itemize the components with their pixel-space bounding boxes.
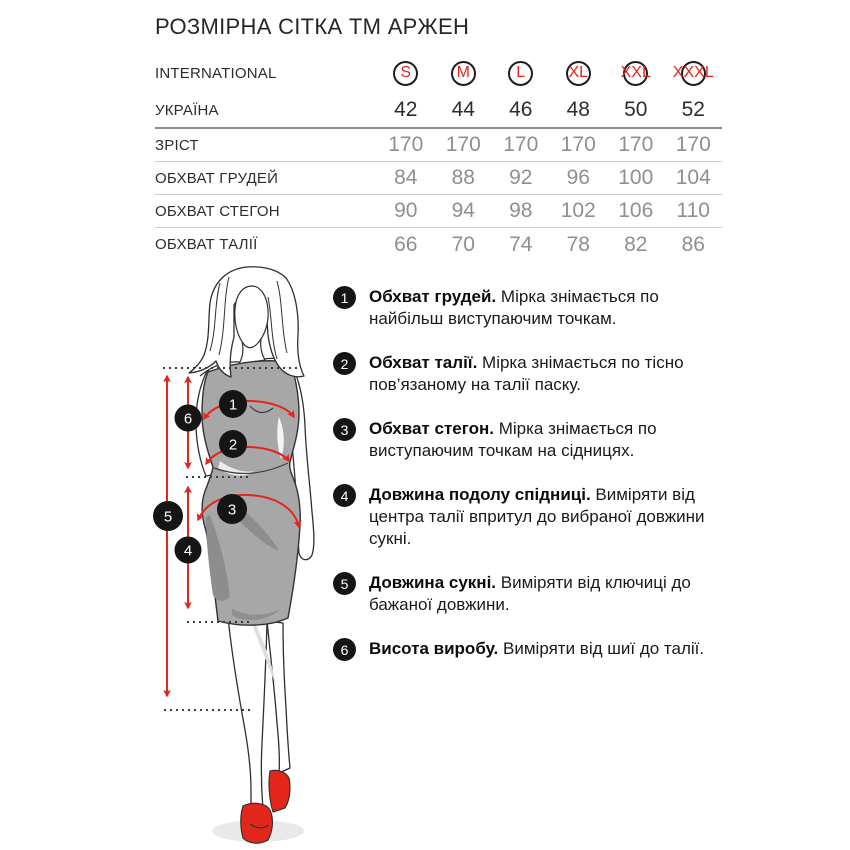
ukraine-size: 52 xyxy=(681,98,705,121)
legend-item-title: Висота виробу. xyxy=(369,639,499,658)
legend-number-badge: 2 xyxy=(333,352,356,375)
table-row-height xyxy=(155,129,722,162)
legend-item-text: Виміряти від ключиці до бажаної довжини. xyxy=(369,573,691,614)
figure-marker-6 xyxy=(175,405,202,432)
row-label-international: INTERNATIONAL xyxy=(155,64,277,82)
row-label: ОБХВАТ ТАЛІЇ xyxy=(155,236,258,253)
value-cell: 92 xyxy=(509,166,533,189)
legend-item-title: Обхват грудей. xyxy=(369,287,497,306)
legend-number-badge: 6 xyxy=(333,638,356,661)
legend-number-badge: 1 xyxy=(333,286,356,309)
ukraine-size: 42 xyxy=(394,98,418,121)
legend-item-dress-length xyxy=(333,572,729,616)
measurement-legend xyxy=(333,286,729,661)
value-cell: 88 xyxy=(451,166,475,189)
legend-item-text: Виміряти від шиї до талії. xyxy=(503,639,705,658)
value-cell: 170 xyxy=(445,133,481,156)
value-cell: 106 xyxy=(618,199,654,222)
legend-item-waist xyxy=(333,352,729,396)
legend-item-title: Довжина подолу спідниці. xyxy=(369,485,591,504)
row-label-ukraine: УКРАЇНА xyxy=(155,101,219,119)
legend-number-badge: 5 xyxy=(333,572,356,595)
value-cell: 82 xyxy=(624,232,648,256)
ukraine-size: 46 xyxy=(509,98,533,121)
value-cell: 96 xyxy=(566,166,590,189)
value-cell: 70 xyxy=(451,232,475,256)
value-cell: 170 xyxy=(560,133,596,156)
value-cell: 100 xyxy=(618,166,654,189)
table-row-waist xyxy=(155,228,722,261)
value-cell: 90 xyxy=(394,199,418,222)
size-badge-s: S xyxy=(393,61,418,86)
legend-item-hips xyxy=(333,418,729,462)
svg-text:6: 6 xyxy=(183,410,193,428)
legend-item-text: Виміряти від центра талії впритул до вибраної довжини сукні. xyxy=(369,485,705,548)
value-cell: 86 xyxy=(681,232,705,256)
svg-text:3: 3 xyxy=(227,501,237,519)
value-cell: 104 xyxy=(675,166,711,189)
figure-marker-2 xyxy=(219,430,247,458)
value-cell: 66 xyxy=(394,232,418,256)
legend-item-bodice-height xyxy=(333,638,729,661)
legend-item-bust xyxy=(333,286,729,330)
value-cell: 78 xyxy=(566,232,590,256)
page-title: РОЗМІРНА СІТКА ТМ АРЖЕН xyxy=(155,14,470,39)
table-row-ukraine xyxy=(155,93,722,129)
size-badge-m: M xyxy=(451,61,476,86)
size-badge-l: L xyxy=(508,61,533,86)
figure-marker-4 xyxy=(175,537,202,564)
table-row-bust xyxy=(155,162,722,195)
figure-marker-1 xyxy=(219,390,247,418)
legend-item-skirt-length xyxy=(333,484,729,550)
value-cell: 94 xyxy=(451,199,475,222)
figure-marker-5 xyxy=(153,501,183,531)
legend-item-text: Мірка знімається по тісно пов’язаному на талії паску. xyxy=(369,353,684,394)
size-badge-xxxl: XXXL xyxy=(681,61,706,86)
svg-text:4: 4 xyxy=(183,542,193,560)
legend-number-badge: 3 xyxy=(333,418,356,441)
measurement-figure-illustration xyxy=(140,265,350,850)
table-row-hips xyxy=(155,195,722,228)
value-cell: 98 xyxy=(509,199,533,222)
svg-text:5: 5 xyxy=(163,508,173,526)
row-label: ЗРІСТ xyxy=(155,136,199,154)
svg-text:1: 1 xyxy=(228,396,238,414)
legend-item-title: Обхват талії. xyxy=(369,353,478,372)
row-label: ОБХВАТ ГРУДЕЙ xyxy=(155,169,279,187)
value-cell: 170 xyxy=(388,133,424,156)
value-cell: 170 xyxy=(675,133,711,156)
value-cell: 170 xyxy=(503,133,539,156)
figure-marker-3 xyxy=(217,494,247,524)
svg-text:2: 2 xyxy=(228,436,238,454)
legend-item-title: Довжина сукні. xyxy=(369,573,497,592)
size-badge-xl: XL xyxy=(566,61,591,86)
ukraine-size: 50 xyxy=(624,98,648,121)
value-cell: 110 xyxy=(676,199,710,222)
row-label: ОБХВАТ СТЕГОН xyxy=(155,202,280,220)
size-badge-xxl: XXL xyxy=(623,61,648,86)
ukraine-size: 48 xyxy=(566,98,590,121)
size-table xyxy=(155,53,722,261)
legend-item-text: Мірка знімається по найбільш виступаючим точкам. xyxy=(369,287,659,328)
legend-number-badge: 4 xyxy=(333,484,356,507)
ukraine-size: 44 xyxy=(451,98,475,121)
legend-item-title: Обхват стегон. xyxy=(369,419,494,438)
value-cell: 74 xyxy=(509,232,533,256)
value-cell: 84 xyxy=(394,166,418,189)
table-row-international xyxy=(155,53,722,93)
value-cell: 170 xyxy=(618,133,654,156)
legend-item-text: Мірка знімається по виступаючим точкам на сідницях. xyxy=(369,419,657,460)
value-cell: 102 xyxy=(560,199,596,222)
